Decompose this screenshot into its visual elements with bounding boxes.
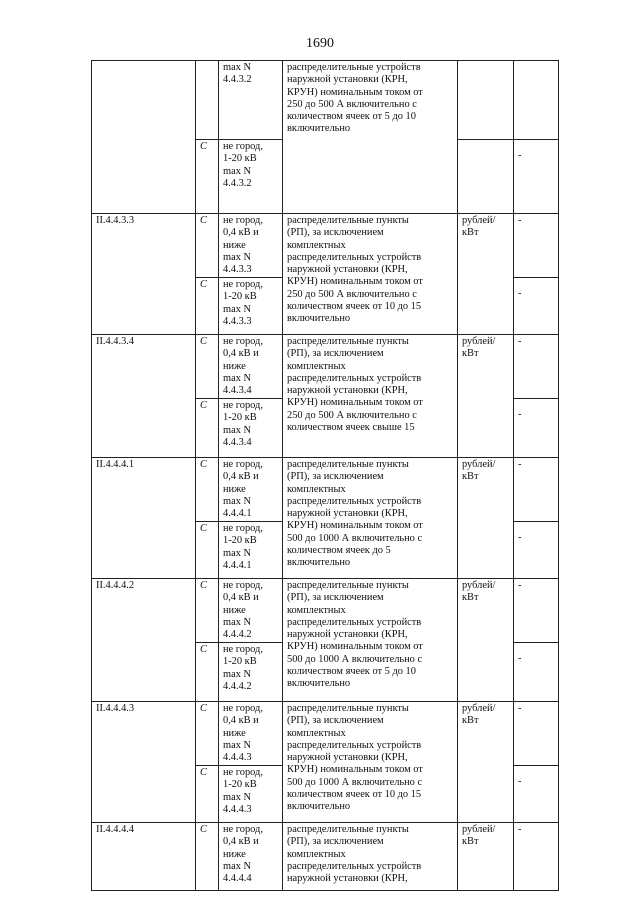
voltage-cell-line: 4.4.3.4 [223,385,252,397]
description-cell-line: комплектных [287,604,346,616]
voltage-cell-line: 0,4 кВ и [223,348,259,360]
description-cell [283,702,458,823]
description-cell [283,579,458,702]
voltage-cell-line: 4.4.4.4 [223,873,252,885]
voltage-cell-line: 1-20 кВ [223,153,257,165]
description-cell-line: распределительные устройств [287,62,421,73]
voltage-cell-line: не город, [223,215,263,226]
row-code: II.4.4.3.4 [92,335,196,458]
description-cell-line: КРУН) номинальным током от [287,397,423,409]
row-code: II.4.4.4.1 [92,458,196,579]
table-row [92,61,559,140]
value-cell: - [514,458,559,522]
voltage-cell-line: 4.4.4.3 [223,752,252,764]
category-cell: С [196,522,219,579]
voltage-cell-line: 4.4.3.2 [223,177,252,189]
voltage-cell-line: ниже [223,360,246,372]
unit-cell-line: рублей/ [462,580,496,591]
voltage-cell [219,766,283,823]
voltage-cell-line: не город, [223,523,263,534]
category-cell: С [196,278,219,335]
unit-cell-line: рублей/ [462,824,496,835]
unit-cell [458,702,514,823]
unit-cell-line: кВт [462,227,479,239]
value-cell: - [514,579,559,643]
description-cell-line: распределительных устройств [287,739,422,751]
voltage-cell-line: не город, [223,580,263,591]
description-cell-line: включительно [287,313,351,325]
voltage-cell-line: 1-20 кВ [223,779,257,791]
voltage-cell-line: max N [223,739,251,751]
category-cell: С [196,335,219,399]
description-cell-line: распределительные пункты [287,580,409,591]
description-cell-line: распределительные пункты [287,824,409,835]
value-cell: - [514,399,559,458]
voltage-cell-line: 4.4.4.3 [223,803,252,815]
voltage-cell-line: ниже [223,727,246,739]
category-cell: С [196,140,219,214]
description-cell [283,458,458,579]
table-row [92,702,559,766]
row-code: II.4.4.4.3 [92,702,196,823]
voltage-cell-line: max N [223,547,251,559]
voltage-cell [219,61,283,140]
description-cell-line: комплектных [287,727,346,739]
unit-cell-line: кВт [462,592,479,604]
table-row [92,214,559,278]
description-cell-line: 500 до 1000 А включительно с [287,776,423,788]
voltage-cell-line: не город, [223,824,263,835]
voltage-cell-line: 1-20 кВ [223,656,257,668]
description-cell-line: комплектных [287,360,346,372]
voltage-cell [219,335,283,399]
voltage-cell-line: не город, [223,459,263,470]
value-cell: - [514,214,559,278]
category-cell: С [196,766,219,823]
voltage-cell [219,522,283,579]
value-cell: - [514,278,559,335]
value-cell [514,61,559,140]
voltage-cell-line: 1-20 кВ [223,291,257,303]
description-cell [283,61,458,214]
voltage-cell-line: не город, [223,644,263,655]
description-cell-line: комплектных [287,239,346,251]
description-cell-line: количеством ячеек свыше 15 [287,422,415,434]
description-cell-line: КРУН) номинальным током от [287,520,423,532]
value-cell: - [514,702,559,766]
tariff-table [91,60,559,891]
voltage-cell [219,579,283,643]
voltage-cell-line: 4.4.4.1 [223,559,252,571]
voltage-cell-line: 4.4.3.4 [223,436,252,448]
voltage-cell-line: max N [223,616,251,628]
category-cell: С [196,399,219,458]
description-cell-line: включительно [287,801,351,813]
value-cell: - [514,643,559,702]
description-cell-line: (РП), за исключением [287,715,384,727]
description-cell [283,823,458,891]
voltage-cell-line: max N [223,424,251,436]
table-row [92,579,559,643]
voltage-cell-line: не город, [223,279,263,290]
voltage-cell [219,140,283,214]
voltage-cell-line: не город, [223,336,263,347]
description-cell-line: 500 до 1000 А включительно с [287,653,423,665]
voltage-cell-line: max N [223,860,251,872]
voltage-cell [219,702,283,766]
description-cell-line: распределительных устройств [287,616,422,628]
description-cell-line: (РП), за исключением [287,471,384,483]
table-row [92,823,559,891]
unit-cell-line: кВт [462,836,479,848]
voltage-cell [219,823,283,891]
unit-cell [458,335,514,458]
value-cell: - [514,522,559,579]
row-code: II.4.4.4.2 [92,579,196,702]
unit-cell-line: рублей/ [462,336,496,347]
voltage-cell-line: не город, [223,400,263,411]
description-cell-line: распределительные пункты [287,336,409,347]
description-cell-line: (РП), за исключением [287,348,384,360]
voltage-cell-line: 0,4 кВ и [223,836,259,848]
voltage-cell-line: не город, [223,703,263,714]
voltage-cell-line: ниже [223,604,246,616]
description-cell-line: количеством ячеек от 5 до 10 [287,111,416,123]
category-cell: С [196,579,219,643]
description-cell-line: наружной установки (КРН, [287,74,408,86]
voltage-cell [219,399,283,458]
description-cell-line: наружной установки (КРН, [287,873,408,885]
description-cell-line: (РП), за исключением [287,836,384,848]
category-cell: С [196,214,219,278]
value-cell: - [514,140,559,214]
description-cell-line: распределительных устройств [287,860,422,872]
description-cell-line: распределительных устройств [287,495,422,507]
description-cell-line: 250 до 500 А включительно с [287,288,417,300]
voltage-cell-line: max N [223,791,251,803]
voltage-cell-line: 4.4.3.3 [223,264,252,276]
voltage-cell-line: 4.4.3.2 [223,74,252,86]
description-cell-line: распределительные пункты [287,459,409,470]
description-cell-line: наружной установки (КРН, [287,508,408,520]
voltage-cell-line: 0,4 кВ и [223,715,259,727]
category-cell [196,61,219,140]
voltage-cell-line: max N [223,495,251,507]
voltage-cell-line: 0,4 кВ и [223,227,259,239]
voltage-cell [219,278,283,335]
description-cell-line: КРУН) номинальным током от [287,276,423,288]
description-cell-line: количеством ячеек от 10 до 15 [287,301,422,313]
description-cell-line: распределительные пункты [287,703,409,714]
voltage-cell-line: ниже [223,848,246,860]
category-cell: С [196,823,219,891]
voltage-cell-line: 4.4.4.1 [223,508,252,520]
description-cell-line: КРУН) номинальным током от [287,764,423,776]
voltage-cell-line: 4.4.4.2 [223,629,252,641]
unit-cell [458,140,514,214]
voltage-cell-line: 1-20 кВ [223,412,257,424]
voltage-cell [219,214,283,278]
description-cell [283,335,458,458]
table-row [92,335,559,399]
description-cell-line: КРУН) номинальным током от [287,641,423,653]
value-cell: - [514,766,559,823]
voltage-cell-line: ниже [223,483,246,495]
voltage-cell [219,458,283,522]
unit-cell-line: рублей/ [462,459,496,470]
voltage-cell-line: 4.4.3.3 [223,315,252,327]
description-cell-line: комплектных [287,483,346,495]
description-cell-line: наружной установки (КРН, [287,264,408,276]
category-cell: С [196,458,219,522]
description-cell-line: 500 до 1000 А включительно с [287,532,423,544]
unit-cell [458,579,514,702]
description-cell [283,214,458,335]
row-code: II.4.4.3.3 [92,214,196,335]
value-cell: - [514,823,559,891]
voltage-cell-line: max N [223,62,251,73]
description-cell-line: включительно [287,557,351,569]
description-cell-line: количеством ячеек от 5 до 10 [287,666,416,678]
voltage-cell-line: ниже [223,239,246,251]
unit-cell-line: рублей/ [462,215,496,226]
unit-cell [458,214,514,335]
voltage-cell-line: 0,4 кВ и [223,592,259,604]
unit-cell [458,61,514,140]
description-cell-line: КРУН) номинальным током от [287,86,423,98]
description-cell-line: (РП), за исключением [287,227,384,239]
voltage-cell-line: 1-20 кВ [223,535,257,547]
voltage-cell-line: max N [223,668,251,680]
row-code [92,61,196,214]
description-cell-line: распределительных устройств [287,251,422,263]
description-cell-line: количеством ячеек до 5 [287,545,391,557]
voltage-cell-line: max N [223,372,251,384]
value-cell: - [514,335,559,399]
voltage-cell [219,643,283,702]
description-cell-line: наружной установки (КРН, [287,752,408,764]
page-number: 1690 [306,36,334,51]
unit-cell [458,823,514,891]
unit-cell-line: рублей/ [462,703,496,714]
description-cell-line: включительно [287,678,351,690]
voltage-cell-line: max N [223,303,251,315]
unit-cell-line: кВт [462,471,479,483]
description-cell-line: наружной установки (КРН, [287,629,408,641]
voltage-cell-line: 4.4.4.2 [223,680,252,692]
description-cell-line: комплектных [287,848,346,860]
description-cell-line: 250 до 500 А включительно с [287,98,417,110]
description-cell-line: включительно [287,123,351,135]
description-cell-line: 250 до 500 А включительно с [287,409,417,421]
unit-cell-line: кВт [462,715,479,727]
description-cell-line: распределительные пункты [287,215,409,226]
voltage-cell-line: max N [223,251,251,263]
unit-cell-line: кВт [462,348,479,360]
unit-cell [458,458,514,579]
voltage-cell-line: max N [223,165,251,177]
table-body [92,61,559,891]
description-cell-line: количеством ячеек от 10 до 15 [287,789,422,801]
description-cell-line: распределительных устройств [287,372,422,384]
table-row [92,458,559,522]
description-cell-line: наружной установки (КРН, [287,385,408,397]
category-cell: С [196,643,219,702]
voltage-cell-line: не город, [223,767,263,778]
description-cell-line: (РП), за исключением [287,592,384,604]
row-code: II.4.4.4.4 [92,823,196,891]
category-cell: С [196,702,219,766]
voltage-cell-line: 0,4 кВ и [223,471,259,483]
voltage-cell-line: не город, [223,141,263,152]
